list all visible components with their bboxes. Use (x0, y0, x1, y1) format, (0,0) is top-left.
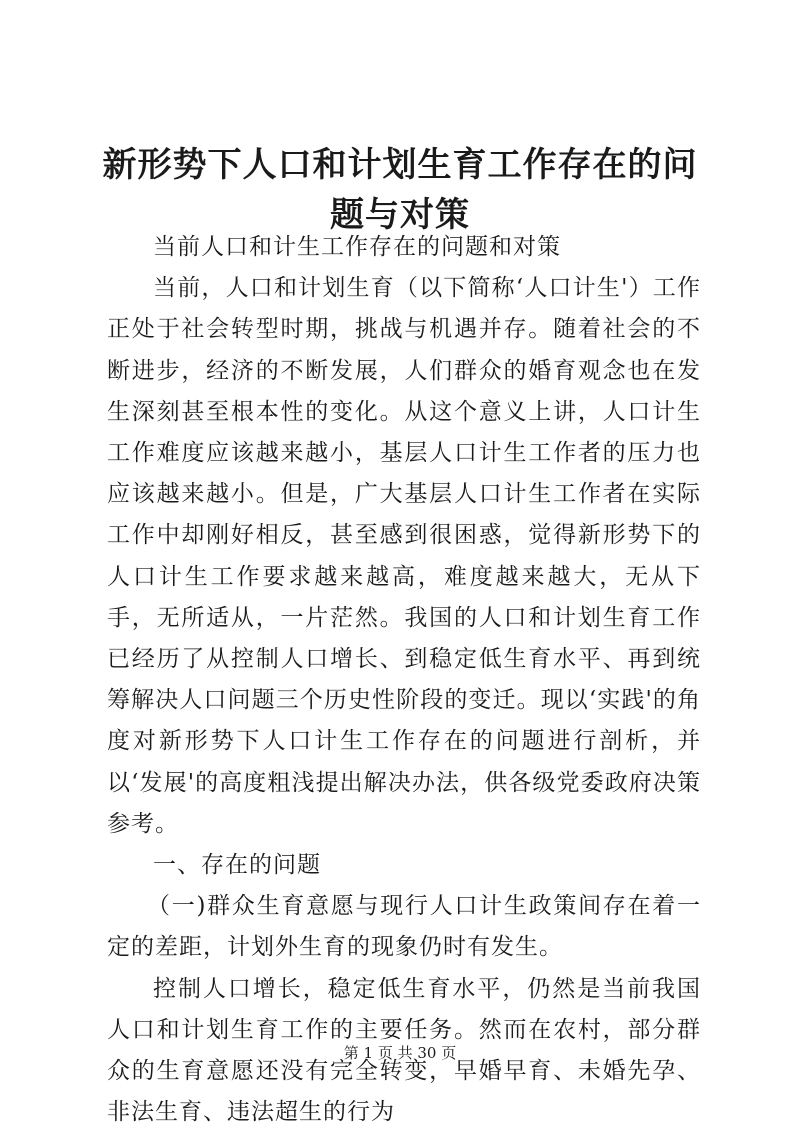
page-footer: 第 1 页 共 30 页 (343, 1044, 457, 1062)
subtitle-paragraph: 当前人口和计生工作存在的问题和对策 (153, 234, 561, 260)
intro-paragraph: 当前，人口和计划生育（以下简称‘人口计生'）工作正处于社会转型时期，挑战与机遇并存。随着社会的不断进步，经济的不断发展，人们群众的婚育观念也在发生深刻甚至根本性的变化。从这个意义上讲，人口计生工作难度应该越来越小，基层人口计生工作者的压力也应该越来越小。但是，广大基层人口计生工作者在实际工作中却刚好相反，甚至感到很困惑，觉得新形势下的人口计生工作要求越来越高，难度越来越大，无从下手，无所适从，一片茫然。我国的人口和计划生育工作已经历了从控制人口增长、到稳定低生育水平、再到统筹解决人口问题三个历史性阶段的变迁。现以‘实践'的角度对新形势下人口计生工作存在的问题进行剖析，并以‘发展'的高度粗浅提出解决办法，供各级党委政府决策参考。 (107, 275, 701, 837)
document-title: 新形势下人口和计划生育工作存在的问题与对策 (102, 145, 698, 235)
body-paragraph: 控制人口增长，稳定低生育水平，仍然是当前我国人口和计划生育工作的主要任务。然而在农村，部分群众的生育意愿还没有完全转变，早婚早育、未婚先孕、非法生育、违法超生的行为 (107, 975, 701, 1126)
document-body (107, 227, 701, 1133)
subsection-heading: （一)群众生育意愿与现行人口计生政策间存在着一定的差距，计划外生育的现象仍时有发生。 (107, 893, 701, 961)
section-heading: 一、存在的问题 (153, 852, 321, 879)
